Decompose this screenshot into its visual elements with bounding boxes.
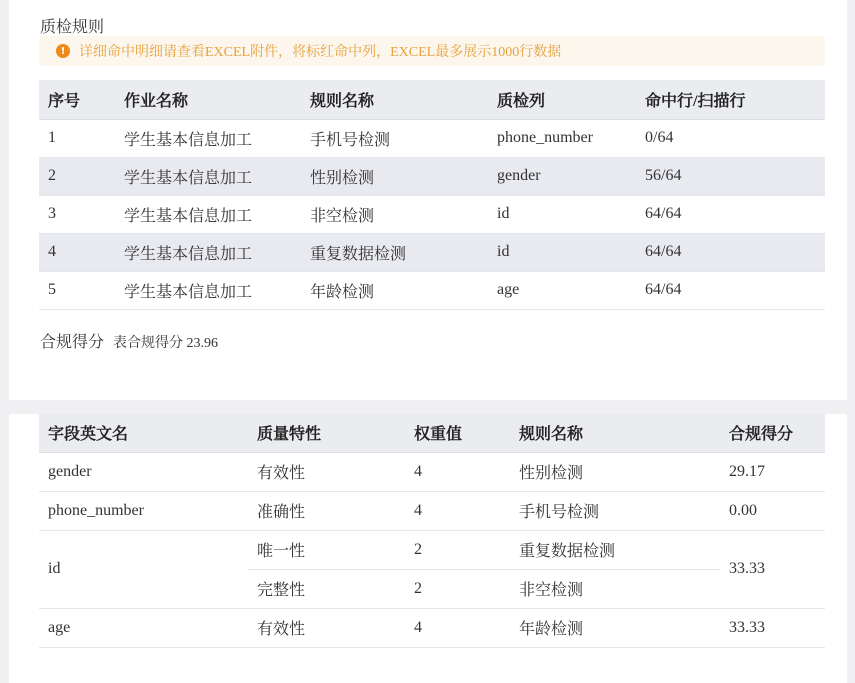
cell-rule-name: 手机号检测 — [510, 491, 720, 530]
cell-field-name: id — [39, 530, 248, 608]
cell-job-name: 学生基本信息加工 — [115, 157, 301, 195]
table-row — [39, 608, 825, 647]
cell-weight: 2 — [405, 530, 510, 569]
cell-quality: 准确性 — [248, 491, 405, 530]
header-score: 合规得分 — [720, 414, 825, 452]
header-check-column: 质检列 — [488, 80, 636, 119]
header-quality: 质量特性 — [248, 414, 405, 452]
cell-job-name: 学生基本信息加工 — [115, 195, 301, 233]
cell-index: 2 — [39, 157, 115, 195]
field-score-card — [9, 414, 847, 683]
cell-rule-name: 性别检测 — [301, 157, 488, 195]
cell-job-name: 学生基本信息加工 — [115, 233, 301, 271]
header-hit-scan: 命中行/扫描行 — [636, 80, 825, 119]
table-row — [39, 271, 825, 309]
cell-rule-name: 年龄检测 — [301, 271, 488, 309]
header-job-name: 作业名称 — [115, 80, 301, 119]
table-row — [39, 195, 825, 233]
cell-index: 1 — [39, 119, 115, 157]
cell-weight: 2 — [405, 569, 510, 608]
warning-icon: ! — [56, 44, 70, 58]
cell-check-column: age — [488, 271, 636, 309]
cell-rule-name: 重复数据检测 — [301, 233, 488, 271]
table-row — [39, 530, 825, 569]
rules-table — [39, 80, 825, 310]
cell-quality: 完整性 — [248, 569, 405, 608]
cell-index: 3 — [39, 195, 115, 233]
section-title: 质检规则 — [40, 19, 105, 36]
cell-rule-name: 性别检测 — [510, 452, 720, 491]
field-score-table — [39, 414, 825, 648]
header-field-name: 字段英文名 — [39, 414, 248, 452]
cell-quality: 有效性 — [248, 608, 405, 647]
cell-score: 29.17 — [720, 452, 825, 491]
notice-text: 详细命中明细请查看EXCEL附件，将标红命中列，EXCEL最多展示1000行数据 — [79, 45, 562, 60]
cell-score: 0.00 — [720, 491, 825, 530]
cell-rule-name: 非空检测 — [301, 195, 488, 233]
cell-rule-name: 手机号检测 — [301, 119, 488, 157]
cell-hit-scan: 56/64 — [636, 157, 825, 195]
cell-rule-name: 年龄检测 — [510, 608, 720, 647]
quality-rules-card — [9, 0, 847, 400]
cell-index: 4 — [39, 233, 115, 271]
notice-banner — [39, 36, 825, 66]
table-row — [39, 491, 825, 530]
table-header-row — [39, 80, 825, 119]
cell-quality: 有效性 — [248, 452, 405, 491]
cell-index: 5 — [39, 271, 115, 309]
cell-rule-name: 非空检测 — [510, 569, 720, 608]
cell-quality: 唯一性 — [248, 530, 405, 569]
cell-field-name: phone_number — [39, 491, 248, 530]
score-label: 合规得分 — [40, 334, 105, 351]
cell-hit-scan: 64/64 — [636, 195, 825, 233]
table-row — [39, 119, 825, 157]
cell-check-column: id — [488, 195, 636, 233]
cell-weight: 4 — [405, 608, 510, 647]
cell-weight: 4 — [405, 452, 510, 491]
cell-check-column: gender — [488, 157, 636, 195]
cell-check-column: phone_number — [488, 119, 636, 157]
cell-job-name: 学生基本信息加工 — [115, 119, 301, 157]
cell-job-name: 学生基本信息加工 — [115, 271, 301, 309]
header-index: 序号 — [39, 80, 115, 119]
header-rule-name: 规则名称 — [301, 80, 488, 119]
header-weight: 权重值 — [405, 414, 510, 452]
table-row — [39, 452, 825, 491]
cell-score: 33.33 — [720, 608, 825, 647]
cell-hit-scan: 64/64 — [636, 233, 825, 271]
compliance-score — [40, 329, 218, 352]
table-score-text: 表合规得分 23.96 — [113, 336, 219, 351]
cell-field-name: age — [39, 608, 248, 647]
cell-score: 33.33 — [720, 530, 825, 608]
table-row — [39, 157, 825, 195]
table-header-row — [39, 414, 825, 452]
cell-field-name: gender — [39, 452, 248, 491]
cell-hit-scan: 0/64 — [636, 119, 825, 157]
cell-check-column: id — [488, 233, 636, 271]
cell-hit-scan: 64/64 — [636, 271, 825, 309]
cell-rule-name: 重复数据检测 — [510, 530, 720, 569]
table-row — [39, 233, 825, 271]
cell-weight: 4 — [405, 491, 510, 530]
header-rule-name: 规则名称 — [510, 414, 720, 452]
